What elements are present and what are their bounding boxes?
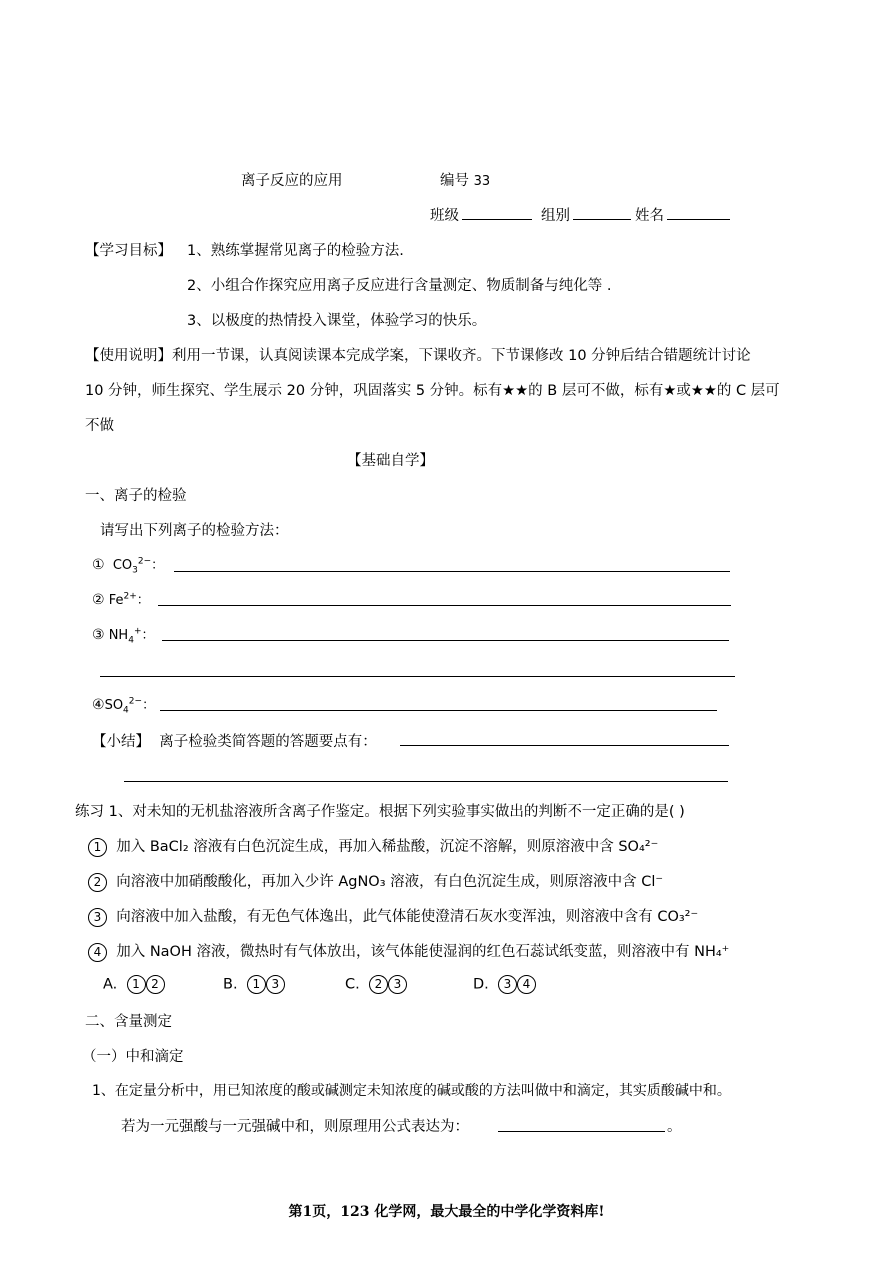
usage-line-3: 不做 xyxy=(85,418,114,434)
answer-line-fe[interactable] xyxy=(158,605,731,606)
answer-line-co3[interactable] xyxy=(174,571,730,572)
answer-line-nh4[interactable] xyxy=(162,640,729,641)
summary-line-2[interactable] xyxy=(124,781,728,782)
name-label: 姓名 xyxy=(635,208,664,224)
answer-choice-d[interactable]: D. 3 4 xyxy=(473,975,536,994)
name-field[interactable] xyxy=(667,219,730,220)
section2-paragraph-2-end: 。 xyxy=(667,1119,682,1135)
group-field[interactable] xyxy=(573,219,631,220)
section-basic-heading: 【基础自学】 xyxy=(347,453,434,469)
ion-item-nh4: ③ $NH_4^+$： xyxy=(92,626,155,646)
formula-answer-line[interactable] xyxy=(498,1131,665,1132)
exercise1-option-1: 1 加入 BaCl₂ 溶液有白色沉淀生成，再加入稀盐酸，沉淀不溶解，则原溶液中含 SO₄²⁻ xyxy=(88,835,658,857)
goals-label: 【学习目标】 xyxy=(85,243,172,259)
exercise1-option-3: 3 向溶液中加入盐酸，有无色气体逸出，此气体能使澄清石灰水变浑浊，则溶液中含有 CO₃²⁻ xyxy=(88,905,698,927)
ion-item-co3: ① $CO_3^{2-}$： xyxy=(92,556,165,576)
doc-title: 离子反应的应用 xyxy=(241,173,343,189)
group-label: 组别 xyxy=(541,208,570,224)
section1-prompt: 请写出下列离子的检验方法： xyxy=(100,523,289,539)
class-label: 班级 xyxy=(430,208,459,224)
class-field[interactable] xyxy=(462,219,532,220)
answer-line-nh4-2[interactable] xyxy=(100,676,735,677)
section2-paragraph-1: 1、在定量分析中，用已知浓度的酸或碱测定未知浓度的碱或酸的方法叫做中和滴定，其实质酸碱中和。 xyxy=(92,1083,731,1099)
answer-choice-a[interactable]: A. 1 2 xyxy=(103,975,165,994)
usage-label: 【使用说明】 xyxy=(85,348,172,364)
section2-subtitle: （一）中和滴定 xyxy=(82,1049,184,1065)
summary-line-1[interactable] xyxy=(400,745,729,746)
goal-item-1: 1、熟练掌握常见离子的检验方法. xyxy=(187,243,404,259)
ion-item-so4: $④SO_4^{2-}$： xyxy=(92,696,156,716)
usage-paragraph: 【使用说明】利用一节课，认真阅读课本完成学案，下课收齐。下节课修改 10 分钟后结合错题统计讨论 xyxy=(85,348,751,364)
page-footer: 第1页，123 化学网，最大最全的中学化学资料库! xyxy=(288,1204,605,1220)
answer-choice-c[interactable]: C. 2 3 xyxy=(345,975,407,994)
exercise1-option-4: 4 加入 NaOH 溶液，微热时有气体放出，该气体能使湿润的红色石蕊试纸变蓝，则溶液中有 NH₄⁺ xyxy=(88,940,729,962)
section2-paragraph-2: 若为一元强酸与一元强碱中和，则原理用公式表达为： xyxy=(121,1119,469,1135)
section1-title: 一、离子的检验 xyxy=(85,488,187,504)
answer-choice-b[interactable]: B. 1 3 xyxy=(223,975,285,994)
exercise1-option-2: 2 向溶液中加硝酸酸化，再加入少许 AgNO₃ 溶液，有白色沉淀生成，则原溶液中含 Cl⁻ xyxy=(88,870,663,892)
ion-item-fe: ② $Fe^{2+}$： xyxy=(92,591,150,608)
goal-item-2: 2、小组合作探究应用离子反应进行含量测定、物质制备与纯化等 . xyxy=(187,278,612,294)
usage-line-2: 10 分钟，师生探究、学生展示 20 分钟，巩固落实 5 分钟。标有★★的 B 层可不做，标有★或★★的 C 层可 xyxy=(85,383,780,399)
summary-row: 【小结】 离子检验类简答题的答题要点有： xyxy=(92,734,377,750)
exercise1-stem: 练习 1、对未知的无机盐溶液所含离子作鉴定。根据下列实验事实做出的判断不一定正确的是( ) xyxy=(75,804,685,820)
answer-line-so4[interactable] xyxy=(160,710,717,711)
goal-item-3: 3、以极度的热情投入课堂，体验学习的快乐。 xyxy=(187,313,487,329)
summary-label: 【小结】 xyxy=(92,734,150,750)
section2-title: 二、含量测定 xyxy=(85,1014,172,1030)
number-label: 编号 33 xyxy=(440,173,491,189)
